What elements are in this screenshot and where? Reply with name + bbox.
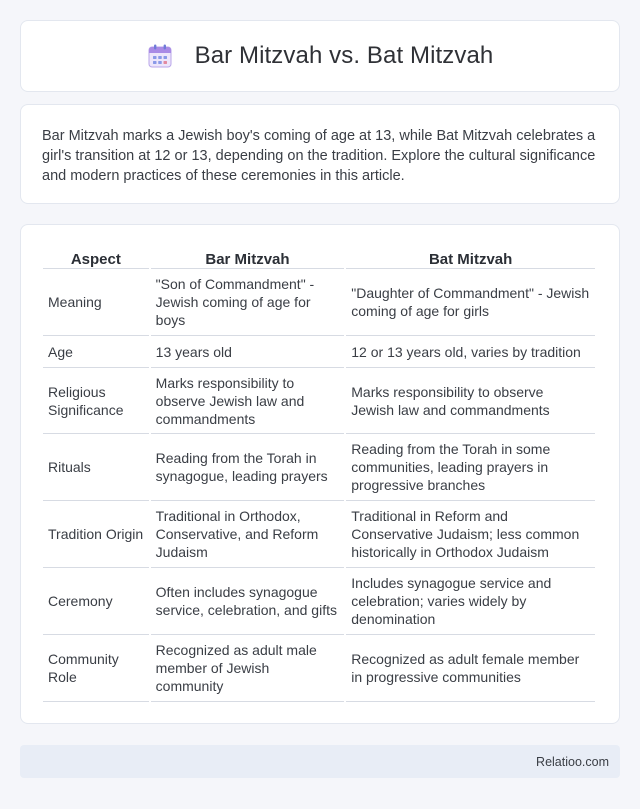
row-label: Community Role (43, 635, 149, 702)
bar-mitzvah-cell: 13 years old (151, 336, 345, 368)
bat-mitzvah-cell: Recognized as adult female member in progressive communities (346, 635, 595, 702)
header-aspect: Aspect (43, 245, 149, 269)
title-card (20, 20, 620, 92)
bar-mitzvah-cell: Reading from the Torah in synagogue, leading prayers (151, 434, 345, 501)
bar-mitzvah-cell: Often includes synagogue service, celebration, and gifts (151, 568, 345, 635)
intro-card (20, 104, 620, 204)
bar-mitzvah-cell: Recognized as adult male member of Jewish community (151, 635, 345, 702)
row-label: Religious Significance (43, 368, 149, 434)
bat-mitzvah-cell: 12 or 13 years old, varies by tradition (346, 336, 595, 368)
footer (20, 745, 620, 778)
table-row (43, 635, 595, 702)
header-bar-mitzvah: Bar Mitzvah (151, 245, 345, 269)
bar-mitzvah-cell: "Son of Commandment" - Jewish coming of age for boys (151, 269, 345, 336)
table-row (43, 568, 595, 635)
page-title: Bar Mitzvah vs. Bat Mitzvah (194, 42, 494, 69)
intro-text: Bar Mitzvah marks a Jewish boy's coming of age at 13, while Bat Mitzvah celebrates a girl's transition at 12 or 13, depending on the tradition. Explore the cultural significance and modern practices of these ceremonies in this article. (42, 128, 596, 184)
bar-mitzvah-cell: Traditional in Orthodox, Conservative, and Reform Judaism (151, 501, 345, 568)
bat-mitzvah-cell: "Daughter of Commandment" - Jewish coming of age for girls (346, 269, 595, 336)
row-label: Age (43, 336, 149, 368)
bat-mitzvah-cell: Marks responsibility to observe Jewish law and commandments (346, 368, 595, 434)
table-row (43, 269, 595, 336)
header-bat-mitzvah: Bat Mitzvah (346, 245, 595, 269)
calendar-icon (147, 43, 173, 69)
table-row (43, 501, 595, 568)
table-row (43, 368, 595, 434)
row-label: Tradition Origin (43, 501, 149, 568)
table-row (43, 336, 595, 368)
row-label: Meaning (43, 269, 149, 336)
bat-mitzvah-cell: Reading from the Torah in some communities, leading prayers in progressive branches (346, 434, 595, 501)
bar-mitzvah-cell: Marks responsibility to observe Jewish law and commandments (151, 368, 345, 434)
table-header-row (43, 245, 595, 269)
row-label: Ceremony (43, 568, 149, 635)
bat-mitzvah-cell: Includes synagogue service and celebration; varies widely by denomination (346, 568, 595, 635)
comparison-table-card (20, 224, 620, 724)
bat-mitzvah-cell: Traditional in Reform and Conservative Judaism; less common historically in Orthodox Judaism (346, 501, 595, 568)
comparison-table (41, 245, 597, 702)
row-label: Rituals (43, 434, 149, 501)
footer-site-link[interactable]: Relatioo.com (536, 754, 609, 769)
table-row (43, 434, 595, 501)
